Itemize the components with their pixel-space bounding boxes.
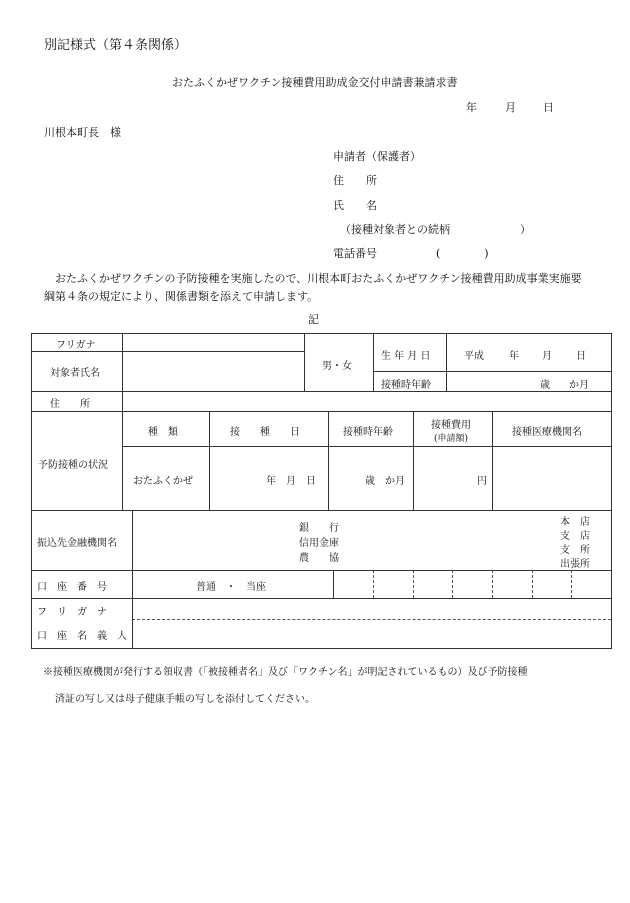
row-type: おたふくかぜ [133, 476, 193, 487]
row-age: 歳 か月 [365, 476, 405, 487]
phone-parens: ( ) [436, 247, 489, 260]
furigana-label: フリガナ [56, 340, 96, 351]
bank-kind-nokyo: 農 協 [299, 553, 339, 564]
col-type: 種 類 [148, 427, 178, 438]
account-type: 普通 ・ 当座 [196, 582, 266, 593]
bank-kind-bank: 銀 行 [299, 523, 339, 534]
col-cost: 接種費用 [431, 420, 471, 431]
date-year: 年 [466, 101, 477, 114]
form-title: おたふくかぜワクチン接種費用助成金交付申請書兼請求書 [172, 76, 458, 89]
name-label: 氏 名 [333, 199, 377, 212]
account-holder-label: 口 座 名 義 人 [37, 631, 127, 642]
address-row-label: 住 所 [50, 399, 90, 410]
col-date: 接 種 日 [230, 427, 300, 438]
furigana2-label: フ リ ガ ナ [37, 607, 107, 618]
applicant-heading: 申請者（保護者） [333, 150, 421, 163]
vacc-status-label: 予防接種の状況 [38, 460, 108, 471]
birth-year: 年 [509, 351, 519, 362]
col-cost-sub: (申請額) [434, 434, 469, 444]
address-label: 住 所 [333, 174, 377, 187]
body-line-1: おたふくかぜワクチンの予防接種を実施したので、川根本町おたふくかぜワクチン接種費用助成事業実施要 [55, 272, 582, 285]
footnote-line-2: 済証の写し又は母子健康手帳の写しを添付してください。 [55, 694, 315, 705]
birth-month: 月 [542, 351, 552, 362]
branch-kind-main: 本 店 [560, 517, 590, 528]
relation-close: ） [520, 223, 531, 236]
branch-kind-office: 支 所 [560, 545, 590, 556]
addressee: 川根本町長 様 [44, 126, 121, 139]
birthdate-label: 生 年 月 日 [381, 351, 431, 362]
age-months: か月 [569, 380, 589, 391]
body-line-2: 綱第４条の規定により、関係書類を添えて申請します。 [44, 290, 319, 303]
footnote-line-1: ※接種医療機関が発行する領収書（「被接種者名」及び「ワクチン名」が明記されているもの）及び予防接種 [43, 667, 528, 678]
age-label: 接種時年齢 [381, 380, 431, 391]
age-years: 歳 [540, 380, 550, 391]
relation-label: （接種対象者との続柄 [340, 223, 450, 236]
branch-kind-agency: 出張所 [560, 559, 590, 570]
account-number-label: 口 座 番 号 [37, 582, 107, 593]
target-name-label: 対象者氏名 [50, 368, 100, 379]
form-label: 別記様式（第４条関係） [44, 38, 188, 53]
date-day: 日 [543, 101, 554, 114]
phone-label: 電話番号 [333, 247, 377, 260]
bank-kind-shinkin: 信用金庫 [299, 538, 339, 549]
gender-label: 男・女 [322, 361, 352, 372]
col-age: 接種時年齢 [343, 427, 393, 438]
row-yen: 円 [477, 476, 487, 487]
birth-era: 平成 [464, 351, 484, 362]
bank-label: 振込先金融機関名 [37, 538, 117, 549]
branch-kind-branch: 支 店 [560, 531, 590, 542]
col-institution: 接種医療機関名 [512, 427, 582, 438]
date-month: 月 [505, 101, 516, 114]
birth-day: 日 [576, 351, 586, 362]
ki-label: 記 [308, 313, 319, 326]
row-date: 年 月 日 [266, 476, 316, 487]
